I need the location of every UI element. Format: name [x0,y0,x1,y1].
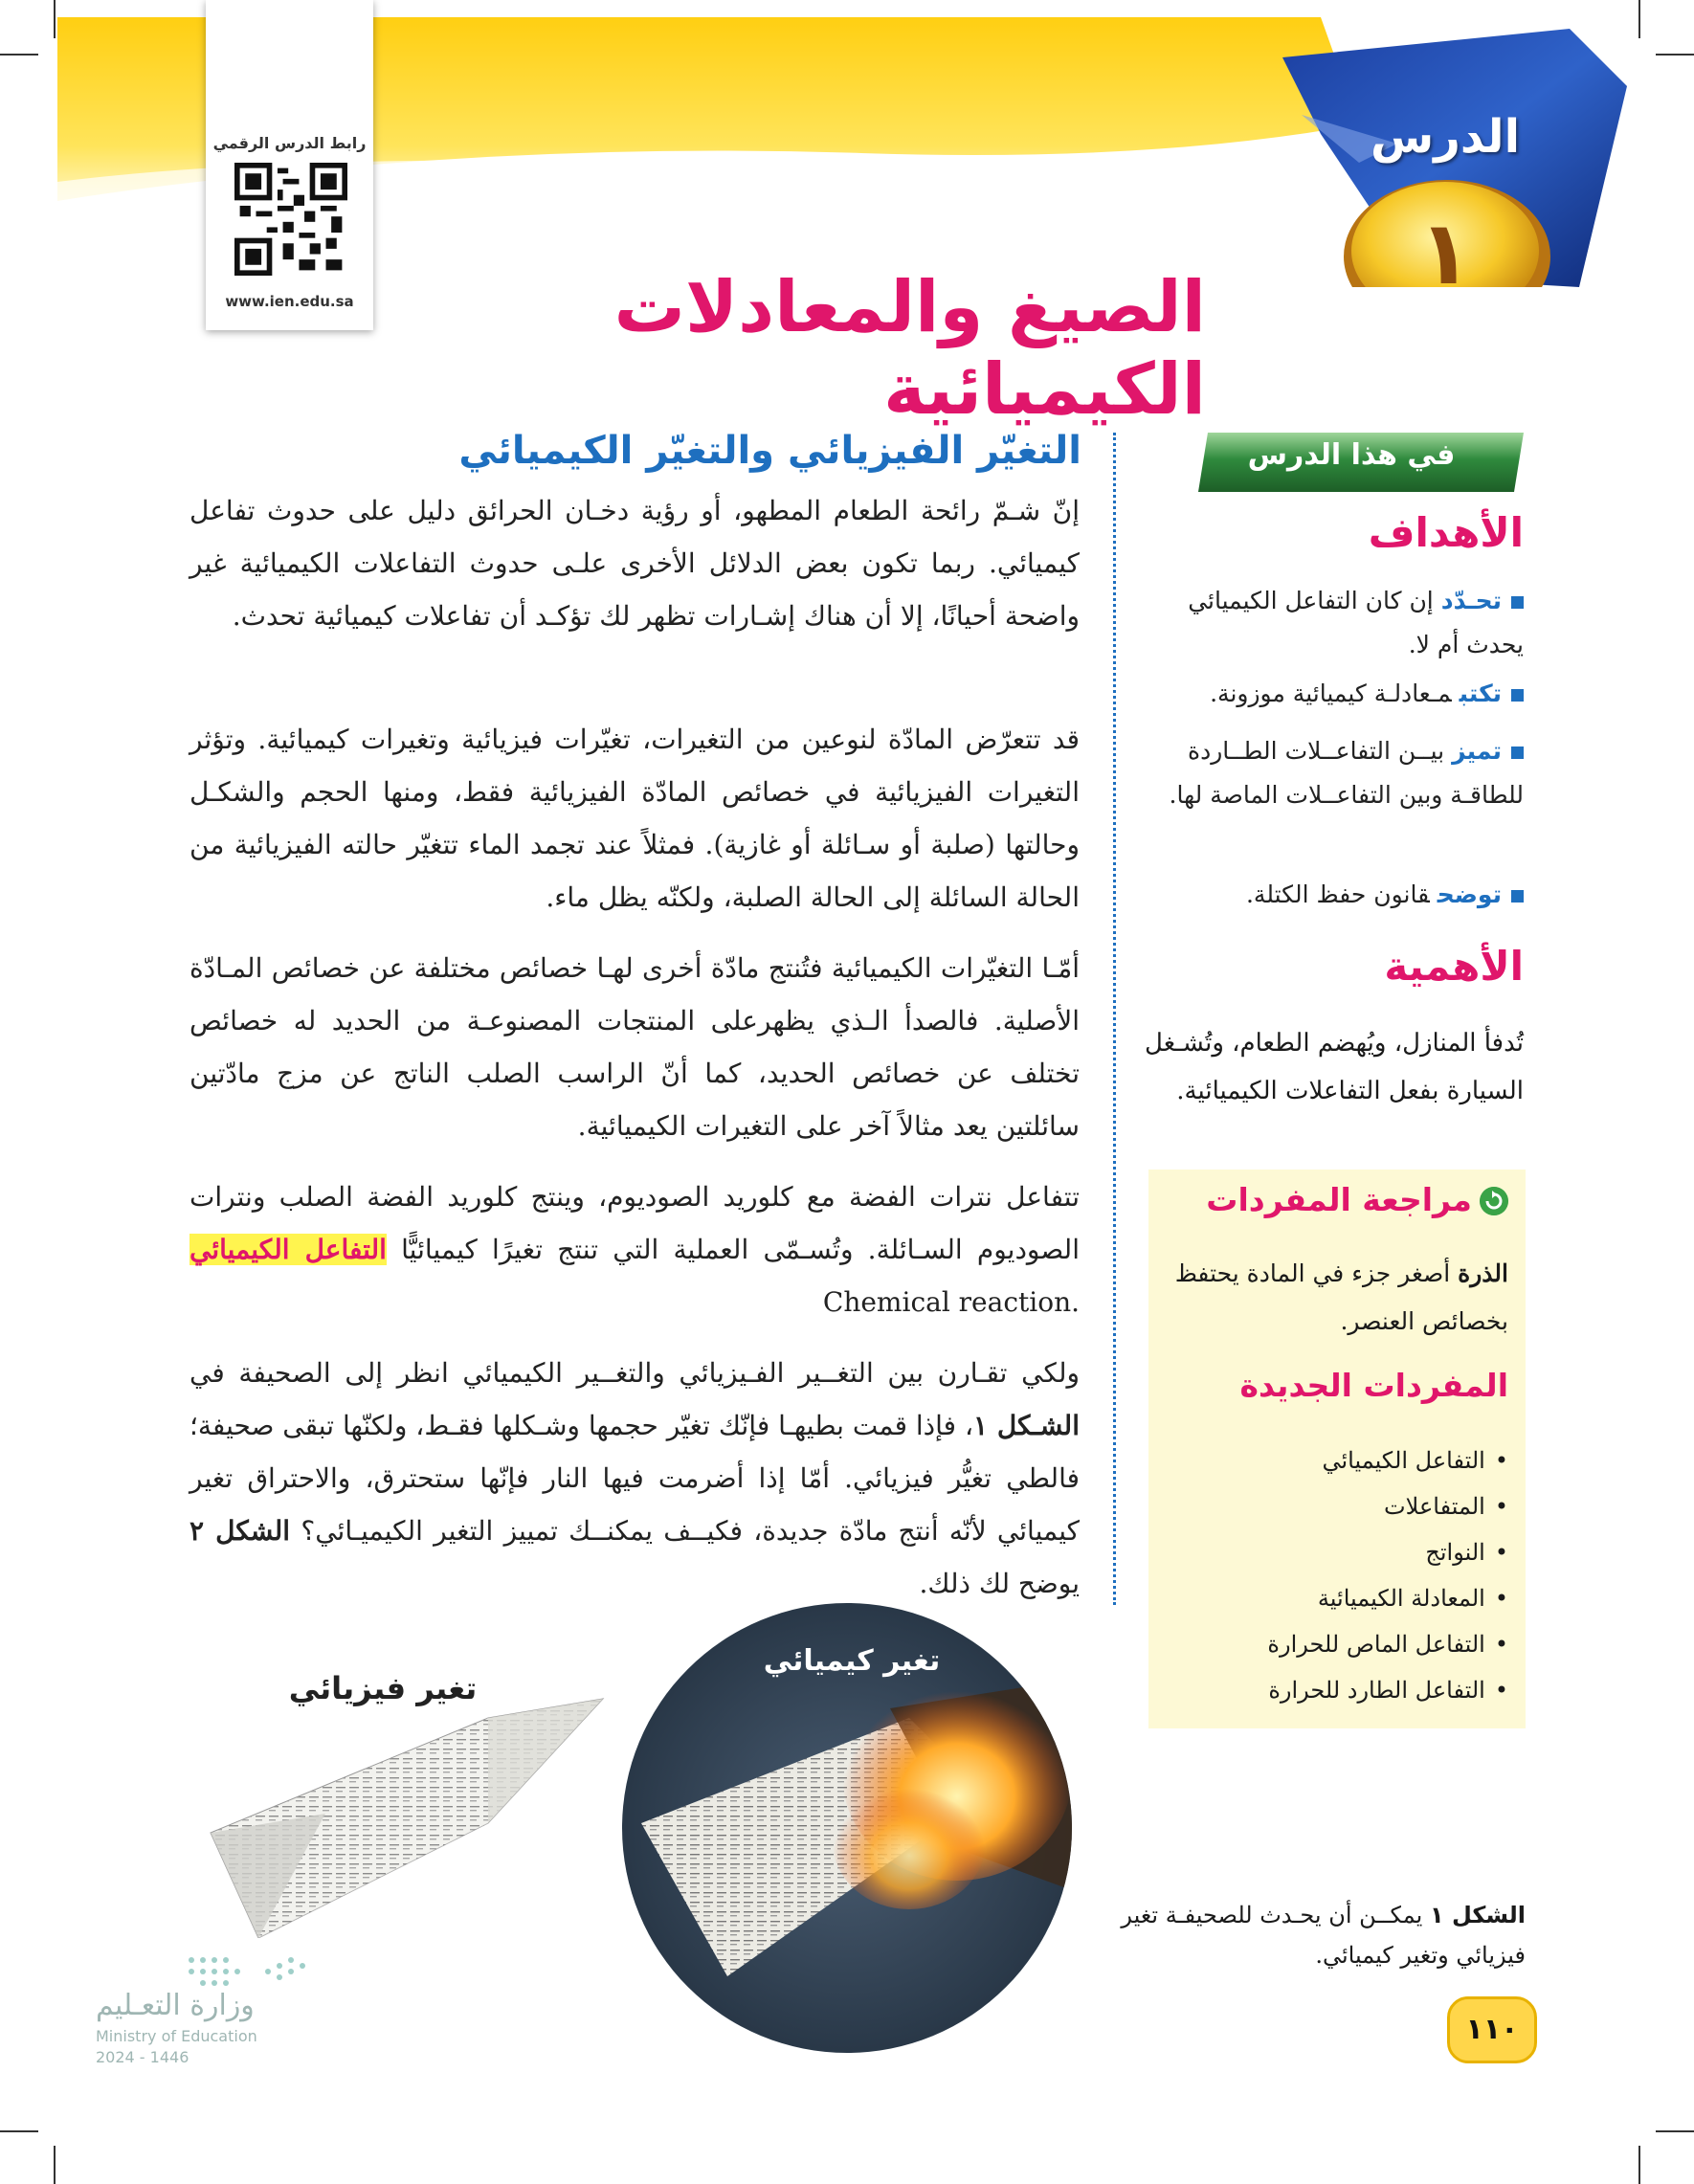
qr-url[interactable]: www.ien.edu.sa [225,293,354,310]
vocabulary-item: • التفاعل الكيميائي [1158,1437,1508,1483]
objective-verb: تميز [1452,737,1502,765]
importance-heading: الأهمية [1384,943,1524,990]
paragraph-5-text-b: ، فإذا قمت بطيهـا فإنّك تغيّر حجمها وشـكلها فقـط، ولكنّها تبقى صحيفة؛ فالطي تغيُّر فيزيائي. أمّا إذا أضرمت فيها النار فإنّها ستحترق، والاحتراق تغير كيميائي لأنّه أنتج مادّة جديدة، فكيــف يمكنــك تمييز التغير الكيميـائي؟ [189,1410,1080,1547]
key-term-chemical-reaction: التفاعل الكيميائي [189,1234,387,1265]
vocabulary-definition [1158,1250,1508,1346]
ministry-name-english: Ministry of Education [96,2027,257,2045]
objectives-heading: الأهداف [1368,509,1524,556]
objective-text: مـعادلـة كيميائية موزونة. [1210,680,1452,707]
paragraph-3: أمّـا التغيّرات الكيميائية فتُنتج مادّة أخرى لهـا خصائص مختلفة عن خصائص المـادّة الأصلية. فالصدأ الـذي يظهرعلى المنتجات المصنوعـة من الحديد له خصائص تختلف عن خصائص الحديد، كما أنّ الراسب الصلب الناتج عن مزج مادّتين سائلتين يعد مثالاً آخر على التغيرات الكيميائية. [189,952,1080,1142]
paragraph-4 [189,1170,1080,1328]
objective-verb: توضح [1437,880,1502,908]
objective-text: بيــن التفاعــلات الطــاردة للطاقـة وبين التفاعــلات الماصة لها. [1169,737,1524,809]
objective-item [1139,579,1524,667]
new-vocabulary-title: المفردات الجديدة [1239,1367,1508,1404]
section-heading: التغيّر الفيزيائي والتغيّر الكيميائي [458,429,1081,473]
vocabulary-item: • التفاعل الماص للحرارة [1158,1621,1508,1667]
figure-caption-label: الشكل ١ [1429,1902,1526,1928]
ministry-logo-dots-icon [182,1952,335,1987]
objective-item [1139,729,1524,817]
edition-year: 2024 - 1446 [96,2048,189,2066]
column-divider [1113,433,1116,1605]
vocabulary-item: • النواتج [1158,1529,1508,1575]
figure-caption [1072,1895,1526,1975]
vocabulary-term: الذرة [1458,1259,1508,1287]
paragraph-5-text-c: يوضح لك ذلك. [919,1568,1080,1599]
vocabulary-definition-text: أصغر جزء في المادة يحتفظ بخصائص العنصر. [1174,1259,1508,1335]
chemical-change-label: تغير كيميائي [763,1644,941,1678]
bullet-square-icon [1511,890,1524,903]
objective-text: قانون حفظ الكتلة. [1245,880,1430,908]
vocabulary-review-title: مراجعة المفردات [1206,1181,1472,1218]
page-title: الصيغ والمعادلات الكيميائية [613,266,1206,431]
figure-caption-text: يمكــن أن يحـدث للصحيفـة تغير فيزيائي وتغير كيميائي. [1121,1902,1526,1969]
paragraph-4-text: تتفاعل نترات الفضة مع كلوريد الصوديوم، وينتج كلوريد الفضة الصلب ونترات الصوديوم السـائلة. وتُسـمّى العملية التي تنتج تغيرًا كيميائيًّا [189,1181,1080,1265]
objective-verb: تحـدّد [1440,587,1502,614]
review-refresh-icon [1480,1187,1508,1215]
paragraph-5-text-a: ولكي تقـارن بين التغــير الفـيزيائي والتغــير الكيميائي انظر إلى الصحيفة في [189,1357,1080,1389]
new-vocabulary-list [1158,1437,1508,1713]
lesson-number: ١ [1417,202,1473,304]
paragraph-5 [189,1347,1080,1610]
crop-mark [0,2130,38,2132]
bullet-square-icon [1511,747,1524,759]
bullet-square-icon [1511,689,1524,702]
physical-change-label: تغير فيزيائي [288,1670,478,1706]
vocabulary-item: • التفاعل الطارد للحرارة [1158,1667,1508,1713]
objective-verb: تكتب [1459,680,1502,707]
crop-mark [1638,2146,1640,2184]
figure-1-reference[interactable]: الشـكل ١ [973,1410,1080,1441]
objective-item [1139,672,1524,716]
objective-text: إن كان التفاعل الكيميائي يحدث أم لا. [1188,587,1524,658]
lesson-label: الدرس [1370,110,1521,164]
page-number: ١١٠ [1447,1996,1537,2063]
paragraph-1: إنّ شـمّ رائحة الطعام المطهو، أو رؤية دخـان الحرائق دليل على حدوث تفاعل كيميائي. ربما تكون بعض الدلائل الأخرى علـى حدوث التفاعلات الكيميائية غير واضحة أحيانًا، إلا أن هناك إشـارات تظهر لك تؤكـد أن تفاعلات كيميائية تحدث. [189,495,1080,632]
paragraph-2: قد تتعرّض المادّة لنوعين من التغيرات، تغيّرات فيزيائية وتغيرات كيميائية. وتؤثر التغيرات الفيزيائية في خصائص المادّة الفيزيائية فقط، ومنها الحجم والشكـل وحالتها (صلبة أو سـائلة أو غازية). فمثلاً عند تجمد الماء تتغيّر حالته الفيزيائية من الحالة السائلة إلى الحالة الصلبة، ولكنّه يظل ماء. [189,724,1080,913]
crop-mark [1656,2130,1694,2132]
figure-2-reference[interactable]: الشكل ٢ [189,1515,291,1547]
objective-item [1139,873,1524,917]
qr-caption: رابط الدرس الرقمي [212,134,367,152]
vocabulary-item: • المتفاعلات [1158,1483,1508,1529]
in-this-lesson-label: في هذا الدرس [1247,438,1456,472]
importance-text: تُدفأ المنازل، ويُهضم الطعام، وتُشـغل السيارة بفعل التفاعلات الكيميائية. [1145,1029,1524,1105]
bullet-square-icon [1511,596,1524,609]
qr-code[interactable] [234,163,347,276]
key-term-english: Chemical reaction. [822,1286,1080,1318]
crop-mark [54,2146,56,2184]
qr-card[interactable] [206,0,373,330]
ministry-name-arabic: وزارة التعـليم [96,1989,255,2022]
vocabulary-item: • المعادلة الكيميائية [1158,1575,1508,1621]
